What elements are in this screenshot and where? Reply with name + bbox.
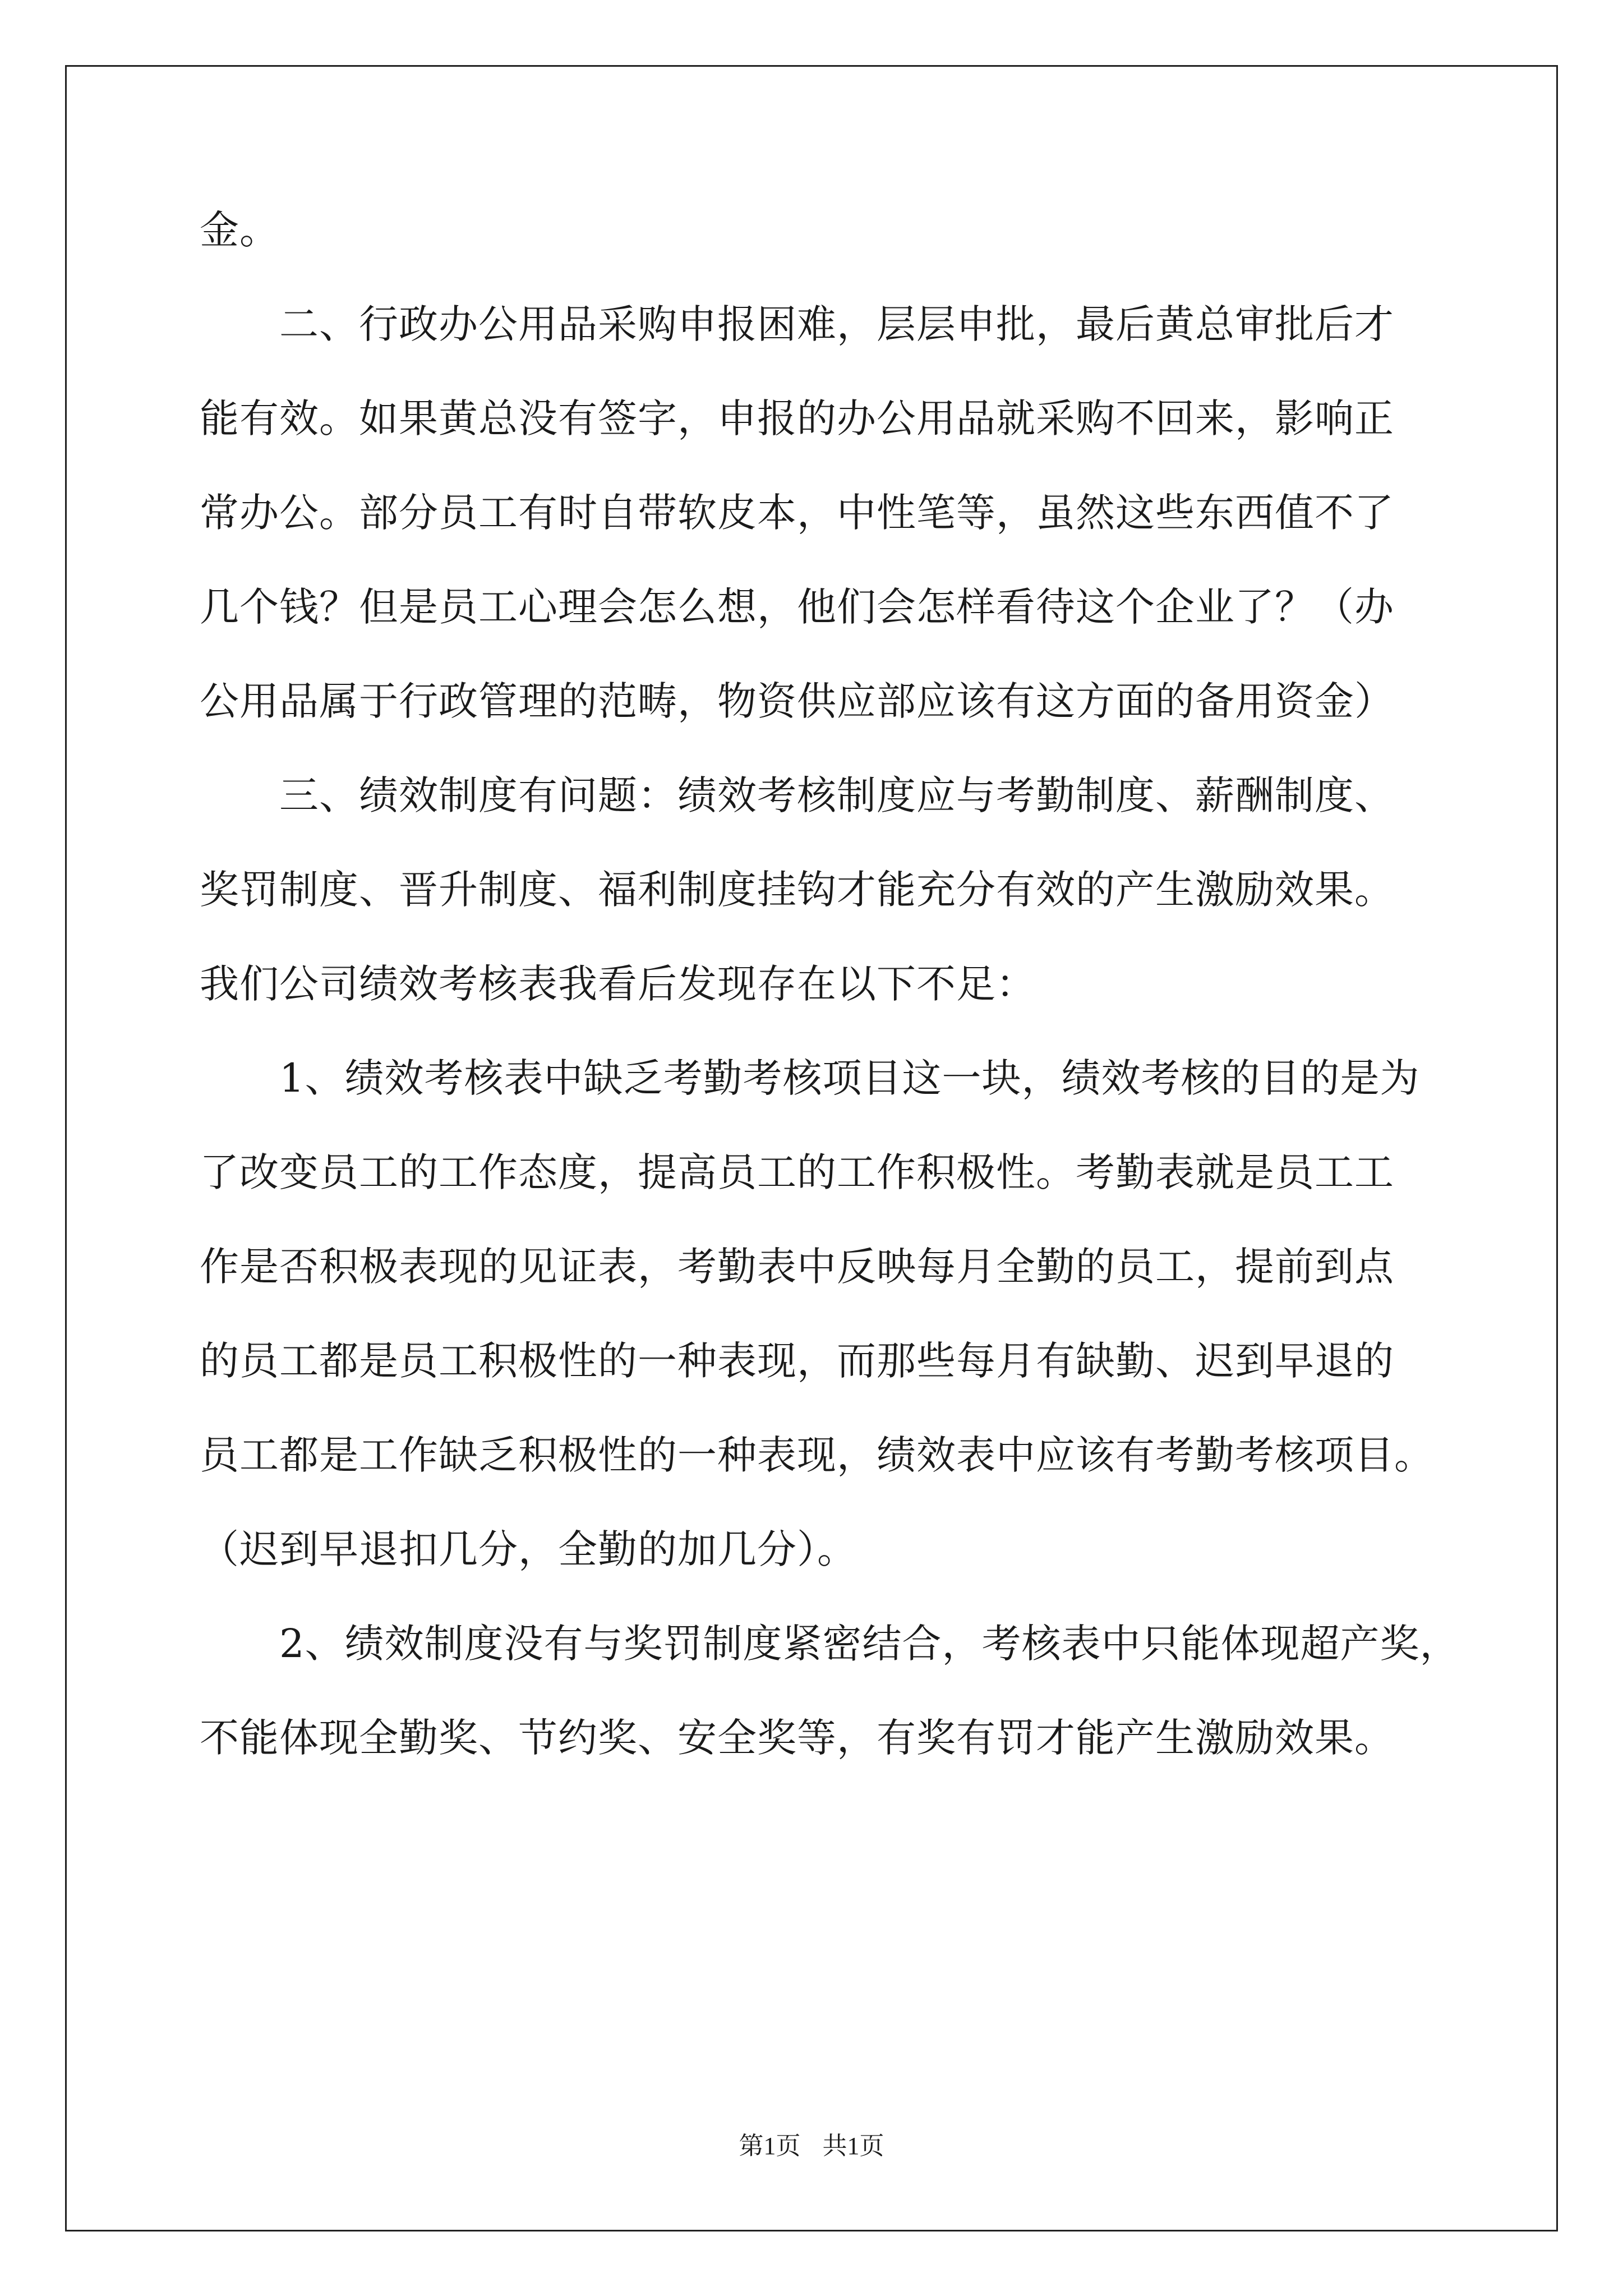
text-line: 金。 <box>200 207 279 253</box>
text-line: 能有效。如果黄总没有签字，申报的办公用品就采购不回来，影响正 <box>200 395 1394 441</box>
text-line: 2、绩效制度没有与奖罚制度紧密结合，考核表中只能体现超产奖， <box>279 1621 1460 1667</box>
page-total: 共1页 <box>822 2132 884 2160</box>
text-line: 三、绩效制度有问题：绩效考核制度应与考勤制度、薪酬制度、 <box>279 772 1394 818</box>
text-line: 几个钱？但是员工心理会怎么想，他们会怎样看待这个企业了？（办 <box>200 584 1394 630</box>
text-line: 奖罚制度、晋升制度、福利制度挂钩才能充分有效的产生激励效果。 <box>200 867 1394 913</box>
text-line: 的员工都是员工积极性的一种表现，而那些每月有缺勤、迟到早退的 <box>200 1338 1394 1384</box>
text-line: 不能体现全勤奖、节约奖、安全奖等，有奖有罚才能产生激励效果。 <box>200 1715 1394 1761</box>
text-line: 二、行政办公用品采购申报困难，层层申批，最后黄总审批后才 <box>279 301 1394 347</box>
text-line: 员工都是工作缺乏积极性的一种表现，绩效表中应该有考勤考核项目。 <box>200 1432 1434 1478</box>
text-line: 1、绩效考核表中缺乏考勤考核项目这一块，绩效考核的目的是为 <box>279 1055 1420 1101</box>
page-number: 第1页 <box>739 2132 801 2160</box>
text-line: 作是否积极表现的见证表，考勤表中反映每月全勤的员工，提前到点 <box>200 1244 1394 1290</box>
text-line: 我们公司绩效考核表我看后发现存在以下不足： <box>200 961 1036 1007</box>
page-footer <box>0 2129 1623 2163</box>
text-line: （迟到早退扣几分，全勤的加几分）。 <box>200 1526 857 1572</box>
text-line: 常办公。部分员工有时自带软皮本，中性笔等，虽然这些东西值不了 <box>200 490 1394 536</box>
text-line: 了改变员工的工作态度，提高员工的工作积极性。考勤表就是员工工 <box>200 1149 1394 1195</box>
text-line: 公用品属于行政管理的范畴，物资供应部应该有这方面的备用资金） <box>200 678 1394 724</box>
